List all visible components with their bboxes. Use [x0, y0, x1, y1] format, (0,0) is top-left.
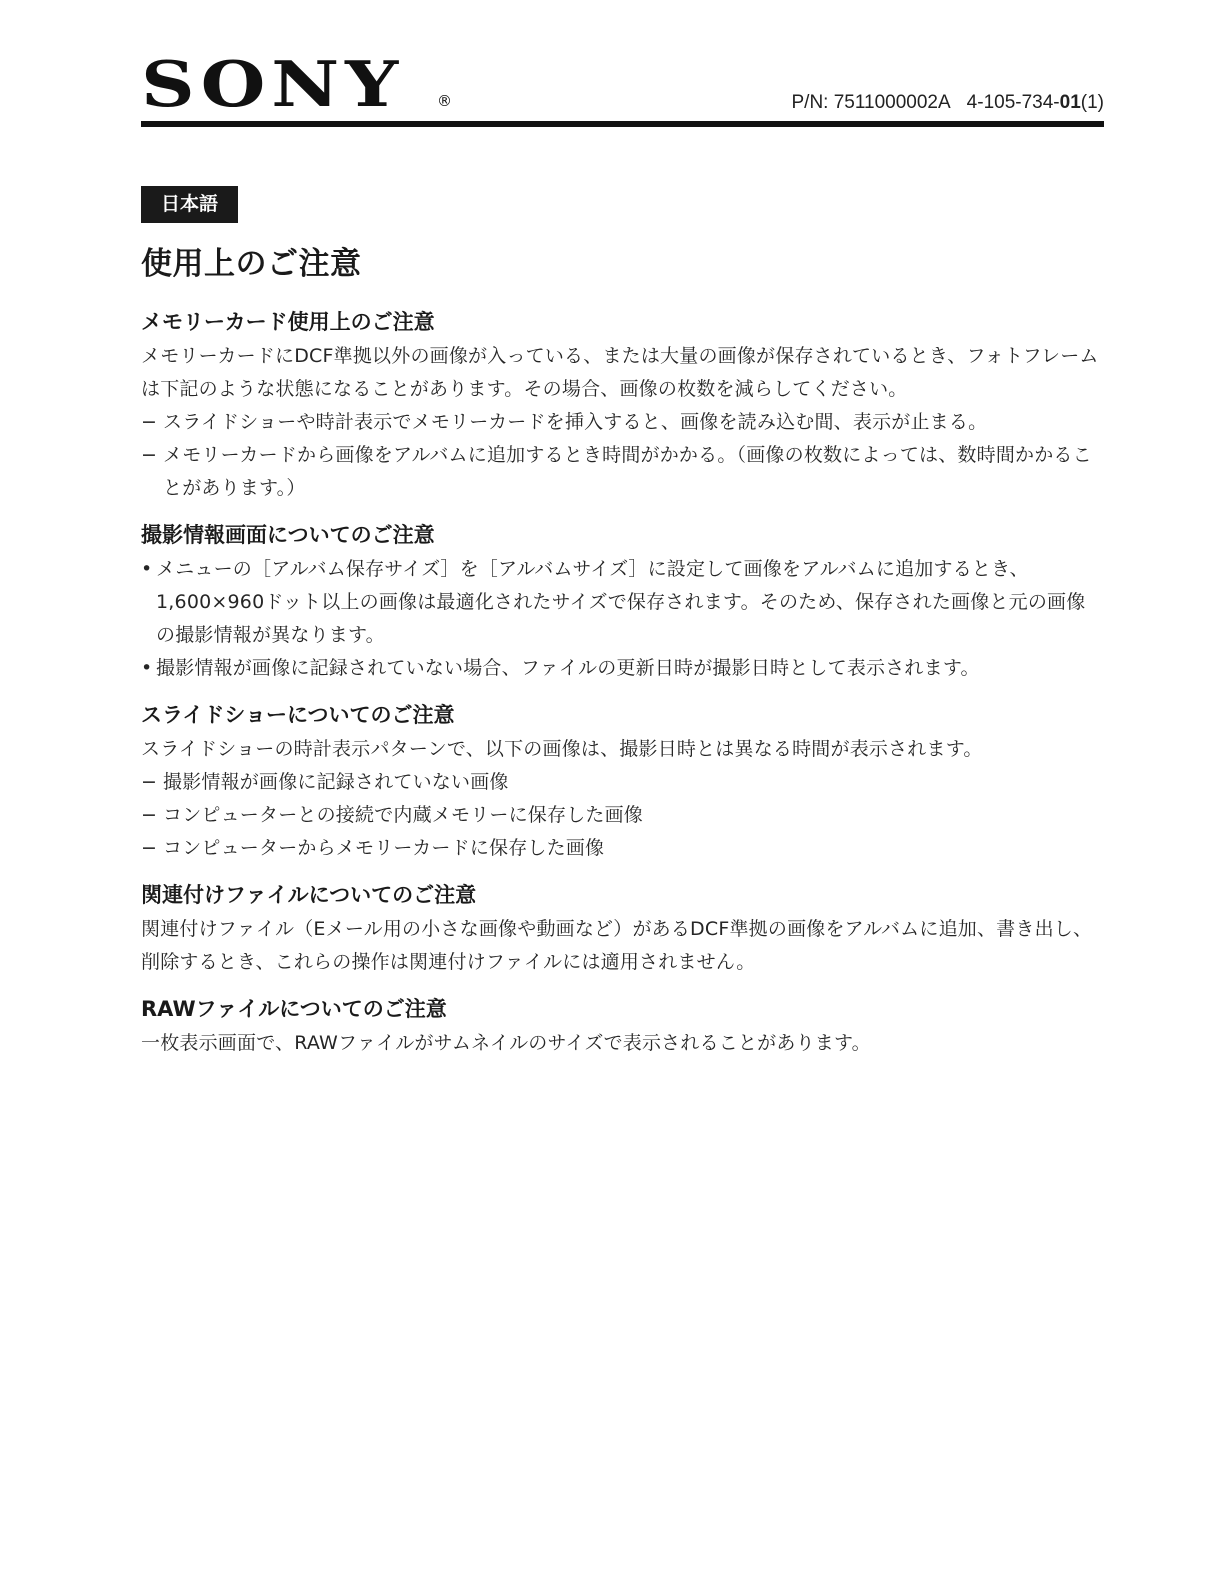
dash-marker: − [141, 411, 158, 433]
list-item [141, 553, 1104, 652]
section-intro: 関連付けファイル（Eメール用の小さな画像や動画など）があるDCF準拠の画像をアルバムに追加、書き出し、削除するとき、これらの操作は関連付けファイルには適用されません。 [141, 918, 1093, 973]
list-item [141, 799, 1104, 832]
bullet-marker: • [141, 558, 153, 580]
section-title: 関連付けファイルについてのご注意 [141, 883, 477, 907]
dash-marker: − [141, 837, 158, 859]
doc-number-prefix: 4-105-734- [966, 92, 1060, 113]
list-item-text: メモリーカードから画像をアルバムに追加するとき時間がかかる。（画像の枚数によっては、数時間かかることがあります。） [163, 444, 1092, 499]
section-slideshow [141, 699, 1104, 865]
section-shooting-info [141, 519, 1104, 685]
sony-logo: SONY [141, 47, 405, 121]
sections [141, 306, 1104, 1074]
list-item-text: コンピューターとの接続で内蔵メモリーに保存した画像 [163, 804, 644, 826]
dash-marker: − [141, 444, 158, 466]
page-header [141, 0, 1104, 128]
list-item-text: 撮影情報が画像に記録されていない場合、ファイルの更新日時が撮影日時として表示されます。 [156, 657, 980, 679]
list-item [141, 652, 1104, 685]
list-item-text: スライドショーや時計表示でメモリーカードを挿入すると、画像を読み込む間、表示が止まる。 [163, 411, 988, 433]
list-item [141, 766, 1104, 799]
section-intro: 一枚表示画面で、RAWファイルがサムネイルのサイズで表示されることがあります。 [141, 1032, 871, 1054]
doc-number-suffix: (1) [1080, 92, 1104, 113]
pn-number: 7511000002A [833, 92, 951, 113]
section-raw-files [141, 993, 1104, 1060]
section-title: 撮影情報画面についてのご注意 [141, 523, 435, 547]
list-item-text: 撮影情報が画像に記録されていない画像 [163, 771, 509, 793]
dash-marker: − [141, 804, 158, 826]
language-badge: 日本語 [141, 186, 238, 223]
list-item-text: コンピューターからメモリーカードに保存した画像 [163, 837, 605, 859]
dash-marker: − [141, 771, 158, 793]
doc-number-bold: 01 [1059, 92, 1081, 113]
list-item [141, 832, 1104, 865]
page-title: 使用上のご注意 [141, 246, 362, 282]
bullet-marker: • [141, 657, 153, 679]
header-rule [141, 121, 1104, 127]
document-page [141, 0, 1104, 1054]
pn-label: P/N: [791, 92, 829, 113]
section-intro: メモリーカードにDCF準拠以外の画像が入っている、または大量の画像が保存されているとき、フォトフレームは下記のような状態になることがあります。その場合、画像の枚数を減らしてください。 [141, 345, 1099, 400]
section-title: スライドショーについてのご注意 [141, 703, 455, 727]
section-title: メモリーカード使用上のご注意 [141, 310, 435, 334]
section-intro: スライドショーの時計表示パターンで、以下の画像は、撮影日時とは異なる時間が表示されます。 [141, 738, 983, 760]
registered-mark: ® [437, 92, 452, 110]
section-associated-files [141, 879, 1104, 979]
list-item-text: メニューの［アルバム保存サイズ］を［アルバムサイズ］に設定して画像をアルバムに追加するとき、1,600×960ドット以上の画像は最適化されたサイズで保存されます。そのため、保存された画像と元の画像の撮影情報が異なります。 [156, 558, 1086, 646]
section-memory-card [141, 306, 1104, 505]
list-item [141, 439, 1104, 505]
section-title: RAWファイルについてのご注意 [141, 997, 447, 1021]
part-number [792, 92, 1105, 114]
list-item [141, 406, 1104, 439]
